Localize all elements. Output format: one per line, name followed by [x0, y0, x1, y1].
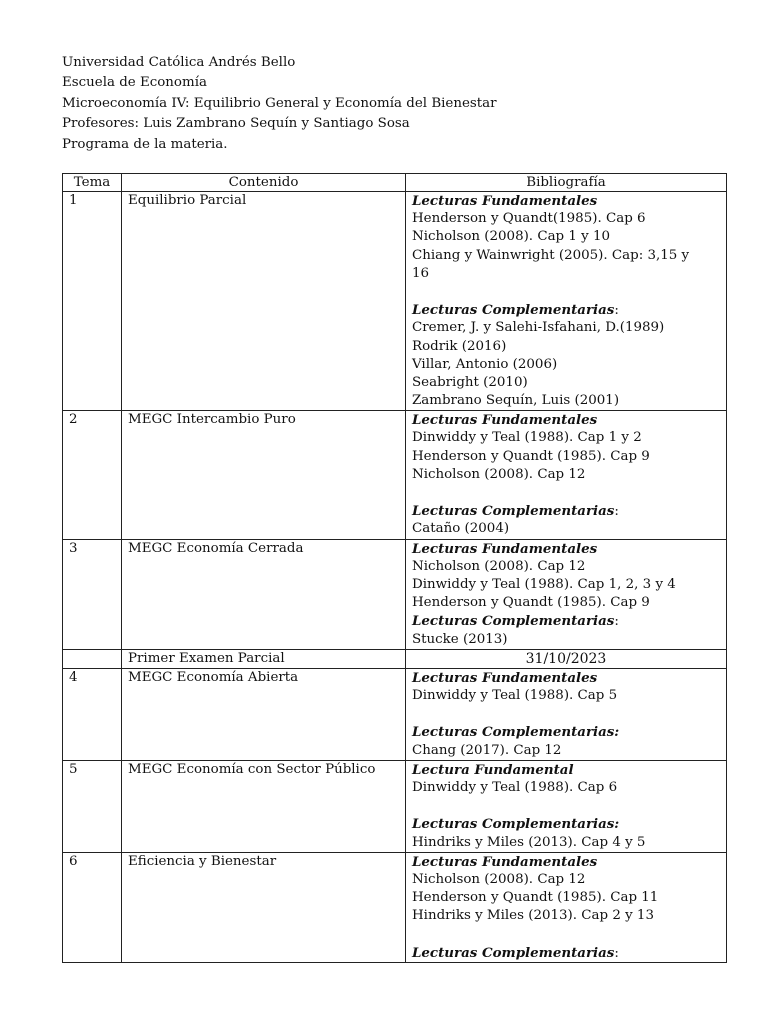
program-label: Programa de la materia.: [62, 136, 228, 152]
reference: Stucke (2013): [412, 631, 508, 647]
spacer: [412, 797, 720, 815]
bibliografia-cell: [406, 192, 727, 411]
spacer: [412, 283, 720, 301]
fundamentales-label: Lecturas Fundamentales: [412, 540, 598, 557]
fundamentales-label: Lecturas Fundamentales: [412, 412, 598, 429]
bibliografia-cell: [406, 411, 727, 539]
table-row: [63, 852, 727, 962]
complementarias-label: Lecturas Complementarias:: [412, 816, 620, 833]
reference: 16: [412, 265, 430, 281]
tema-cell: 4: [63, 668, 122, 760]
bibliografia-cell: [406, 760, 727, 852]
complementarias-heading: [412, 944, 720, 962]
fundamental-label: Lectura Fundamental: [412, 761, 574, 778]
spacer: [412, 926, 720, 944]
complementarias-label: Lecturas Complementarias: [412, 944, 615, 961]
bibliografia-cell: [406, 539, 727, 649]
document-header: [62, 53, 497, 155]
exam-row: [63, 649, 727, 668]
table-header-row: [63, 174, 727, 192]
tema-cell: 3: [63, 539, 122, 649]
contenido-cell: MEGC Economía Abierta: [122, 668, 406, 760]
university-name: Universidad Católica Andrés Bello: [62, 55, 296, 70]
reference: Rodrik (2016): [412, 338, 507, 354]
fundamentales-label: Lecturas Fundamentales: [412, 669, 598, 686]
colon: :: [614, 303, 619, 319]
colon: :: [614, 504, 619, 520]
contenido-cell: MEGC Economía Cerrada: [122, 539, 406, 649]
school-name: Escuela de Economía: [62, 75, 207, 91]
contenido-cell: Eficiencia y Bienestar: [122, 852, 406, 962]
complementarias-label: Lecturas Complementarias: [412, 503, 615, 520]
reference: Dinwiddy y Teal (1988). Cap 1 y 2: [412, 430, 642, 446]
reference: Villar, Antonio (2006): [412, 356, 558, 372]
contenido-cell: MEGC Intercambio Puro: [122, 411, 406, 539]
spacer: [412, 705, 720, 723]
reference: Henderson y Quandt (1985). Cap 9: [412, 595, 650, 611]
complementarias-heading: [412, 301, 720, 319]
complementarias-heading: [412, 612, 720, 630]
fundamentales-label: Lecturas Fundamentales: [412, 853, 598, 870]
reference: Cremer, J. y Salehi-Isfahani, D.(1989): [412, 320, 665, 336]
table-row: [63, 192, 727, 411]
exam-date: 31/10/2023: [406, 649, 727, 668]
reference: Nicholson (2008). Cap 12: [412, 558, 586, 574]
colon: :: [614, 945, 619, 961]
header-tema: Tema: [63, 174, 122, 192]
spacer: [412, 484, 720, 502]
reference: Dinwiddy y Teal (1988). Cap 5: [412, 688, 618, 704]
fundamentales-label: Lecturas Fundamentales: [412, 193, 598, 209]
colon: :: [614, 614, 619, 630]
syllabus-table: [62, 173, 727, 963]
reference: Henderson y Quandt (1985). Cap 9: [412, 448, 650, 464]
header-contenido: Contenido: [122, 174, 406, 192]
bibliografia-cell: [406, 852, 727, 962]
reference: Hindriks y Miles (2013). Cap 4 y 5: [412, 834, 646, 850]
complementarias-label: Lecturas Complementarias: [412, 302, 615, 319]
table-row: [63, 411, 727, 539]
tema-cell: 2: [63, 411, 122, 539]
table-row: [63, 539, 727, 649]
reference: Dinwiddy y Teal (1988). Cap 6: [412, 780, 618, 796]
tema-cell: 5: [63, 760, 122, 852]
contenido-cell: MEGC Economía con Sector Público: [122, 760, 406, 852]
contenido-cell: Equilibrio Parcial: [122, 192, 406, 411]
tema-cell-empty: [63, 649, 122, 668]
reference: Dinwiddy y Teal (1988). Cap 1, 2, 3 y 4: [412, 576, 676, 592]
reference: Henderson y Quandt(1985). Cap 6: [412, 211, 646, 227]
complementarias-heading: [412, 502, 720, 520]
reference: Hindriks y Miles (2013). Cap 2 y 13: [412, 908, 654, 924]
bibliografia-cell: [406, 668, 727, 760]
table-row: [63, 760, 727, 852]
reference: Seabright (2010): [412, 374, 528, 390]
course-title: Microeconomía IV: Equilibrio General y Economía del Bienestar: [62, 95, 497, 111]
reference: Nicholson (2008). Cap 12: [412, 466, 586, 482]
tema-cell: 6: [63, 852, 122, 962]
reference: Chang (2017). Cap 12: [412, 742, 562, 758]
professors: Profesores: Luis Zambrano Sequín y Santiago Sosa: [62, 116, 410, 132]
reference: Nicholson (2008). Cap 1 y 10: [412, 229, 611, 245]
complementarias-label: Lecturas Complementarias: [412, 613, 615, 630]
exam-label: Primer Examen Parcial: [122, 649, 406, 668]
table-row: [63, 668, 727, 760]
reference: Cataño (2004): [412, 521, 510, 537]
reference: Chiang y Wainwright (2005). Cap: 3,15 y: [412, 247, 690, 263]
header-bibliografia: Bibliografía: [406, 174, 727, 192]
reference: Henderson y Quandt (1985). Cap 11: [412, 890, 659, 906]
complementarias-label: Lecturas Complementarias:: [412, 724, 620, 741]
reference: Zambrano Sequín, Luis (2001): [412, 393, 620, 409]
tema-cell: 1: [63, 192, 122, 411]
reference: Nicholson (2008). Cap 12: [412, 871, 586, 887]
